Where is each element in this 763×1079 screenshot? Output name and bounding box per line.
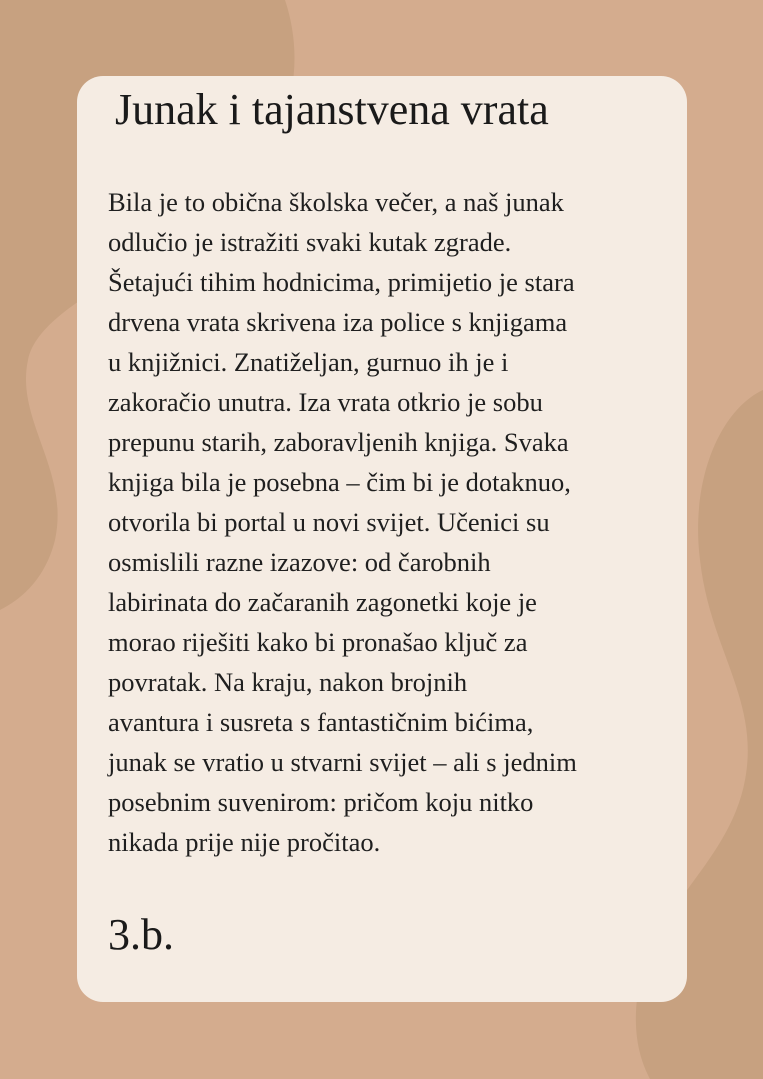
story-line: knjiga bila je posebna – čim bi je dotaknuo, [108,467,571,497]
story-line: prepunu starih, zaboravljenih knjiga. Svaka [108,427,569,457]
story-line: povratak. Na kraju, nakon brojnih [108,667,468,697]
story-line: morao riješiti kako bi pronašao ključ za [108,627,528,657]
story-line: otvorila bi portal u novi svijet. Učenici su [108,507,550,537]
story-line: odlučio je istražiti svaki kutak zgrade. [108,227,512,257]
story-line: posebnim suvenirom: pričom koju nitko [108,787,534,817]
class-label: 3.b. [108,910,174,959]
story-line: junak se vratio u stvarni svijet – ali s jednim [108,747,577,777]
story-line: zakoračio unutra. Iza vrata otkrio je sobu [108,387,543,417]
story-line: u knjižnici. Znatiželjan, gurnuo ih je i [108,347,509,377]
story-line: osmislili razne izazove: od čarobnih [108,547,491,577]
story-line: Bila je to obična školska večer, a naš junak [108,187,564,217]
story-line: avantura i susreta s fantastičnim bićima, [108,707,534,737]
story-title: Junak i tajanstvena vrata [115,85,549,134]
story-line: nikada prije nije pročitao. [108,827,381,857]
story-text [108,182,658,862]
story-card [77,76,687,1002]
story-line: labirinata do začaranih zagonetki koje je [108,587,537,617]
story-line: drvena vrata skrivena iza police s knjigama [108,307,568,337]
story-line: Šetajući tihim hodnicima, primijetio je stara [108,267,575,297]
